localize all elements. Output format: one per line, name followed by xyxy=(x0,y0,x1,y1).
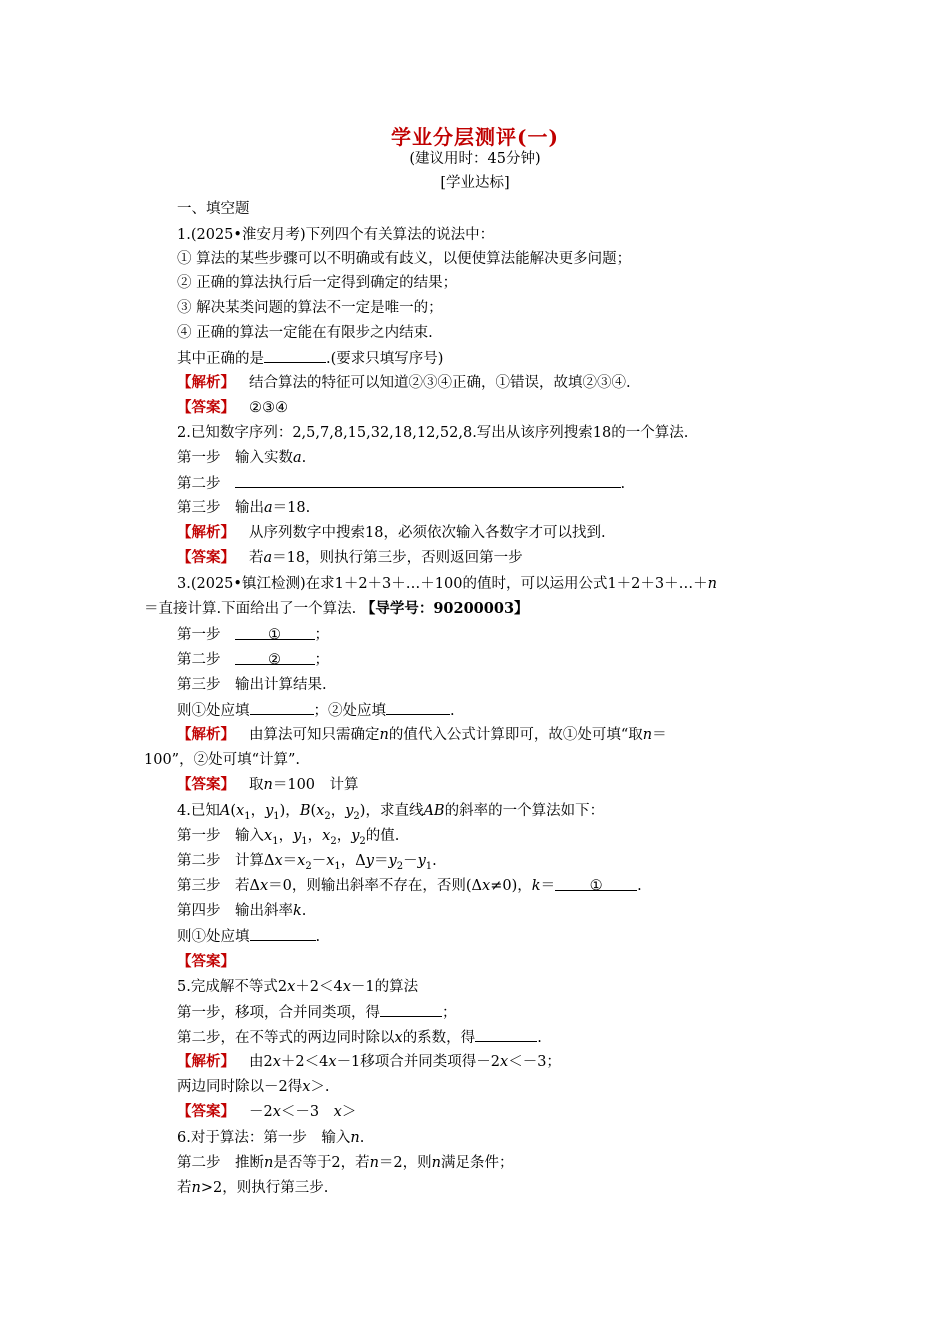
q2-step-3: 第三步 输出a＝18. xyxy=(177,500,311,516)
q5-stem: 5.完成解不等式2x＋2＜4x－1的算法 xyxy=(177,979,419,995)
q1-question: 其中正确的是 .(要求只填写序号) xyxy=(177,347,443,370)
q1-option-3: ③ 解决某类问题的算法不一定是唯一的； xyxy=(177,300,443,316)
answer-blank xyxy=(250,699,314,715)
q5-answer: 【答案】 －2x＜－3 x＞ xyxy=(177,1103,357,1120)
answer-blank xyxy=(380,1001,442,1017)
q2-step-1: 第一步 输入实数a. xyxy=(177,450,307,466)
answer-blank: ① xyxy=(555,875,637,891)
q3-analysis: 【解析】 由算法可知只需确定n的值代入公式计算即可，故①处可填“取n＝ xyxy=(177,726,667,743)
q5-step-1: 第一步，移项，合并同类项，得 ； xyxy=(177,1001,457,1024)
answer-blank: ① xyxy=(235,624,315,640)
q4-stem: 4.已知$A(x_1$，$y_1$)，$B(x_2$，$y_2$)，求直线AB的斜率的一个算法如下： xyxy=(177,803,605,822)
q6-stem: 6.对于算法：第一步 输入n. xyxy=(177,1130,365,1146)
q4-step-4: 第四步 输出斜率k. xyxy=(177,903,307,919)
answer-blank xyxy=(386,699,450,715)
q4-step-2: 第二步 计算$\Delta x=x_2-x_1$，$\Delta y=y_2-y_1$. xyxy=(177,853,437,872)
answer-blank xyxy=(475,1026,537,1042)
q3-step-1: 第一步 ① ； xyxy=(177,624,329,646)
q3-fill: 则①处应填 ；②处应填 . xyxy=(177,699,455,722)
q3-stem-line-1: 3.(2025•镇江检测)在求1＋2＋3＋…＋100的值时，可以运用公式1＋2＋3＋…＋n xyxy=(177,576,717,592)
q6-step-2-cont: 若n>2，则执行第三步. xyxy=(177,1180,329,1196)
q2-answer: 【答案】 若a＝18，则执行第三步，否则返回第一步 xyxy=(177,549,523,566)
q1-option-4: ④ 正确的算法一定能在有限步之内结束. xyxy=(177,325,433,341)
q2-analysis: 【解析】 从序列数字中搜索18，必须依次输入各数字才可以找到. xyxy=(177,524,606,541)
guide-number: 【导学号：90200003】 xyxy=(360,600,529,617)
q3-answer: 【答案】 取n＝100 计算 xyxy=(177,776,359,793)
level-label: [学业达标] xyxy=(440,175,510,191)
q4-answer: 【答案】 xyxy=(177,953,235,970)
q4-fill: 则①处应填 . xyxy=(177,925,320,948)
q5-analysis: 【解析】 由2x＋2＜4x－1移项合并同类项得－2x＜－3； xyxy=(177,1053,561,1070)
answer-blank: ② xyxy=(235,649,315,665)
q5-analysis-line-2: 两边同时除以－2得x＞. xyxy=(177,1079,330,1095)
q1-answer: 【答案】 ②③④ xyxy=(177,399,288,416)
answer-blank xyxy=(235,472,621,488)
q3-analysis-line-2: 100”，②处可填“计算”. xyxy=(144,752,301,768)
q3-step-2: 第二步 ② ； xyxy=(177,649,329,671)
q3-stem-line-2: ＝直接计算.下面给出了一个算法. 【导学号：90200003】 xyxy=(144,600,529,617)
q1-stem: 1.(2025•淮安月考)下列四个有关算法的说法中： xyxy=(177,227,495,243)
q2-step-2: 第二步 . xyxy=(177,472,625,495)
page-title: 学业分层测评(一) xyxy=(391,125,559,149)
q6-step-2: 第二步 推断n是否等于2，若n＝2，则n满足条件； xyxy=(177,1155,514,1171)
q1-analysis: 【解析】 结合算法的特征可以知道②③④正确，①错误，故填②③④. xyxy=(177,374,631,391)
answer-blank xyxy=(250,925,316,941)
q1-option-1: ① 算法的某些步骤可以不明确或有歧义，以便使算法能解决更多问题； xyxy=(177,251,632,267)
q3-step-3: 第三步 输出计算结果. xyxy=(177,677,327,693)
q2-stem: 2.已知数字序列：2,5,7,8,15,32,18,12,52,8.写出从该序列搜索18的一个算法. xyxy=(177,425,689,441)
q4-step-3: 第三步 若Δx＝0，则输出斜率不存在，否则(Δx≠0)，k＝ ① . xyxy=(177,875,642,897)
q1-option-2: ② 正确的算法执行后一定得到确定的结果； xyxy=(177,275,458,291)
time-note: (建议用时：45分钟) xyxy=(409,151,541,167)
answer-blank xyxy=(264,347,326,363)
q5-step-2: 第二步，在不等式的两边同时除以x的系数，得 . xyxy=(177,1026,542,1049)
section-heading: 一、填空题 xyxy=(177,201,250,217)
q4-step-1: 第一步 输入$x_1$，$y_1$，$x_2$，$y_2$的值. xyxy=(177,828,400,847)
